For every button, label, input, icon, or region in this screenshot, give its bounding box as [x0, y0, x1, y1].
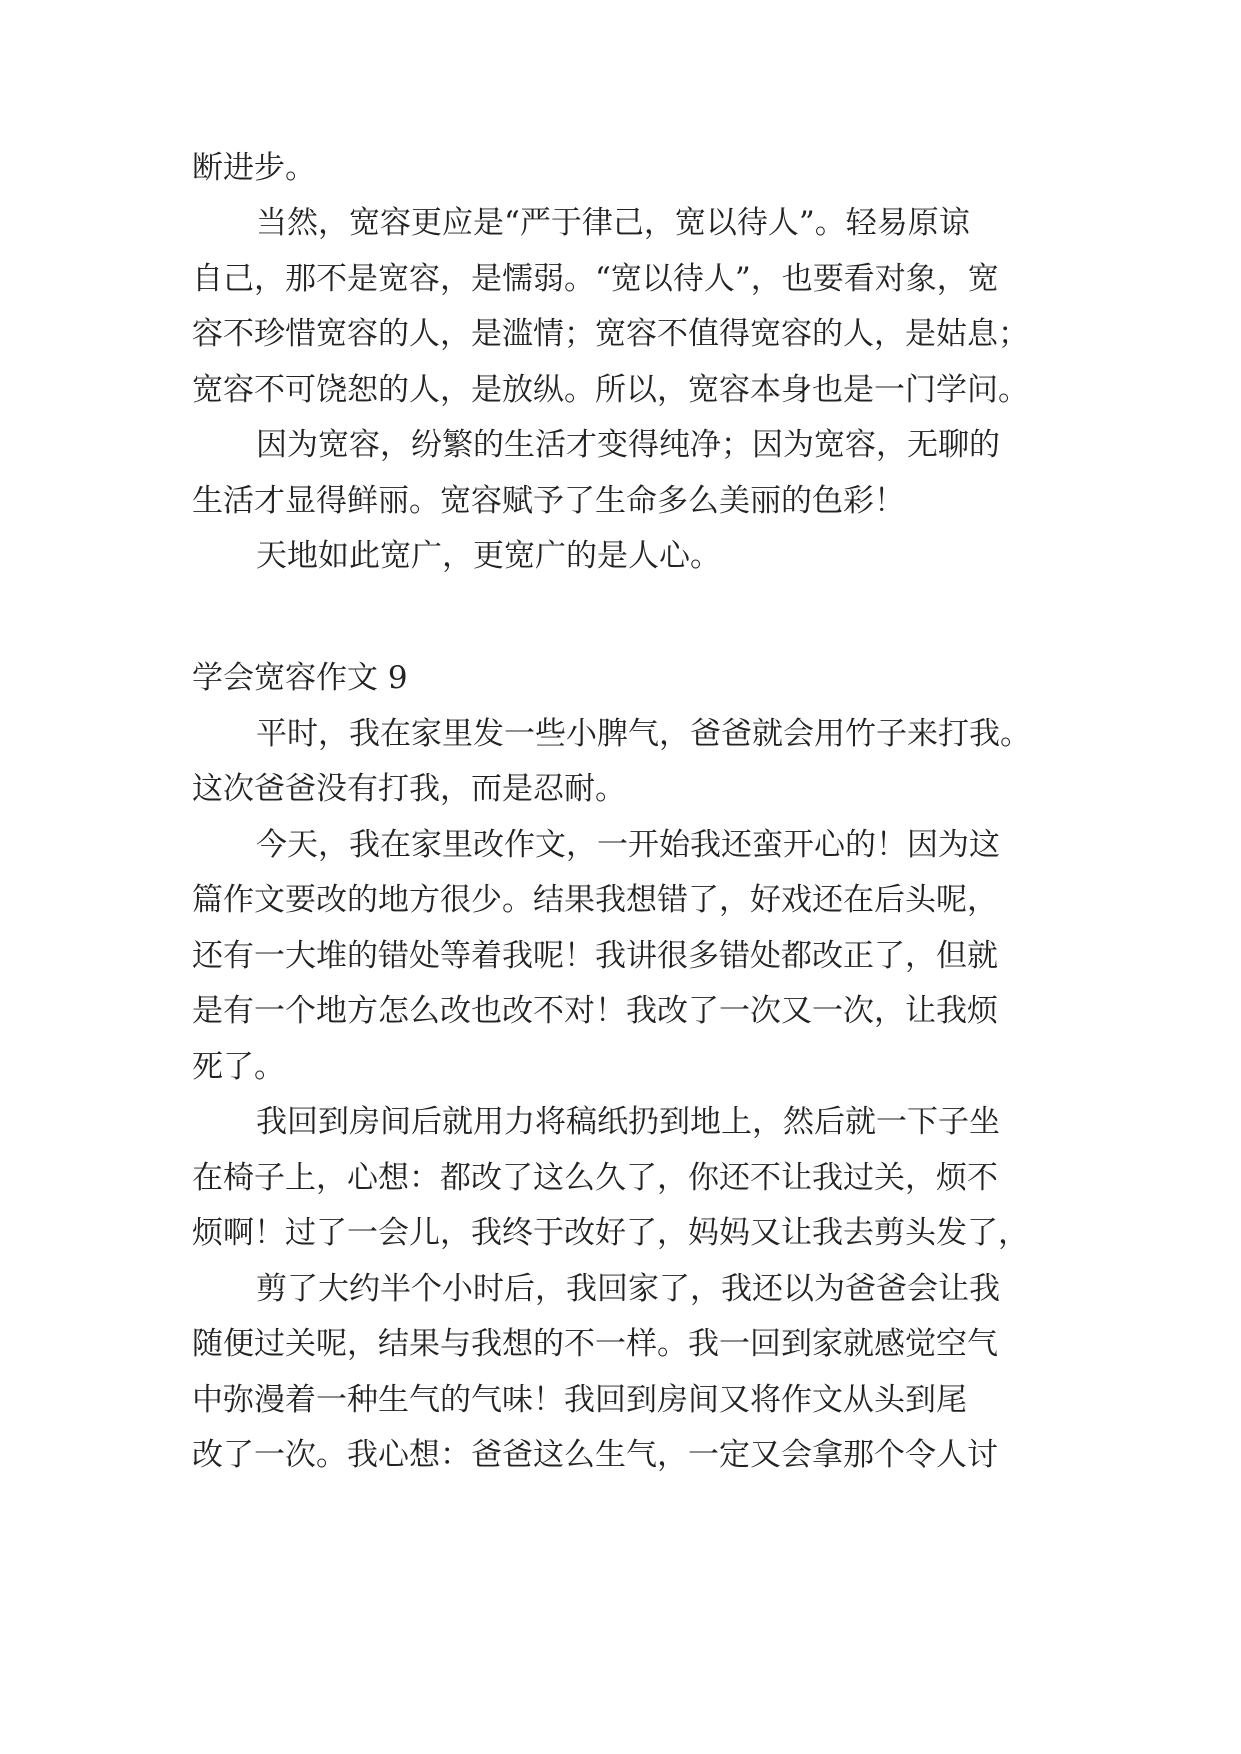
text-line: 随便过关呢，结果与我想的不一样。我一回到家就感觉空气 [192, 1326, 998, 1362]
text-line: 中弥漫着一种生气的气味！我回到房间又将作文从头到尾 [192, 1382, 967, 1418]
text-line: 还有一大堆的错处等着我呢！我讲很多错处都改正了，但就 [192, 938, 998, 974]
text-line: 这次爸爸没有打我，而是忍耐。 [192, 771, 626, 807]
text-line: 容不珍惜宽容的人，是滥情；宽容不值得宽容的人，是姑息； [192, 316, 1029, 352]
text-line: 自己，那不是宽容，是懦弱。“宽以待人”，也要看对象，宽 [192, 261, 999, 297]
section-heading: 学会宽容作文 9 [192, 660, 408, 696]
text-line: 死了。 [192, 1049, 285, 1085]
paragraph-first-line: 因为宽容，纷繁的生活才变得纯净；因为宽容，无聊的 [256, 427, 1000, 463]
text-line: 在椅子上，心想：都改了这么久了，你还不让我过关，烦不 [192, 1160, 998, 1196]
text-line: 宽容不可饶恕的人，是放纵。所以，宽容本身也是一门学问。 [192, 372, 1029, 408]
paragraph-first-line: 今天，我在家里改作文，一开始我还蛮开心的！因为这 [256, 827, 1000, 863]
text-line: 是有一个地方怎么改也改不对！我改了一次又一次，让我烦 [192, 993, 998, 1029]
text-line: 改了一次。我心想：爸爸这么生气，一定又会拿那个令人讨 [192, 1437, 998, 1473]
text-line: 篇作文要改的地方很少。结果我想错了，好戏还在后头呢， [192, 882, 998, 918]
text-line: 断进步。 [192, 150, 316, 186]
paragraph-first-line: 我回到房间后就用力将稿纸扔到地上，然后就一下子坐 [256, 1104, 1000, 1140]
text-line: 烦啊！过了一会儿，我终于改好了，妈妈又让我去剪头发了， [192, 1215, 1029, 1251]
text-line: 生活才显得鲜丽。宽容赋予了生命多么美丽的色彩！ [192, 483, 905, 519]
paragraph-first-line: 当然，宽容更应是“严于律己，宽以待人”。轻易原谅 [256, 205, 970, 241]
paragraph-first-line: 平时，我在家里发一些小脾气，爸爸就会用竹子来打我。 [256, 716, 1031, 752]
paragraph-first-line: 天地如此宽广，更宽广的是人心。 [256, 538, 721, 574]
paragraph-first-line: 剪了大约半个小时后，我回家了，我还以为爸爸会让我 [256, 1271, 1000, 1307]
